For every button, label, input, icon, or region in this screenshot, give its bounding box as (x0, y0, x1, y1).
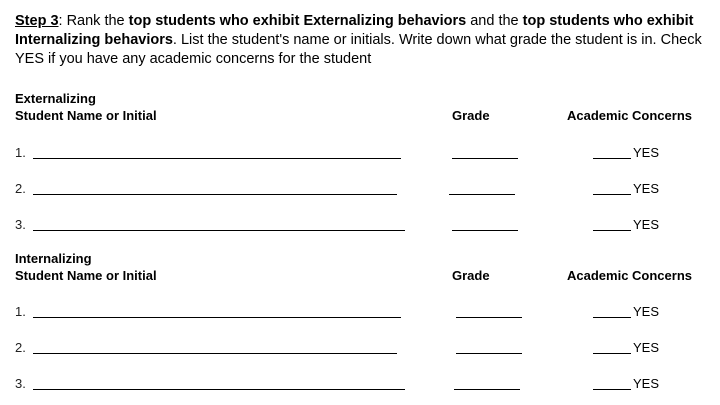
concern-check-blank[interactable] (593, 194, 631, 195)
yes-label: YES (633, 340, 660, 355)
yes-label: YES (633, 304, 660, 319)
yes-label: YES (633, 376, 660, 391)
instructions-paragraph (15, 12, 715, 69)
concern-check-blank[interactable] (593, 317, 631, 318)
yes-label: YES (633, 217, 660, 232)
concern-check-blank[interactable] (593, 353, 631, 354)
name-blank[interactable] (33, 230, 405, 231)
internalizing-title: Internalizing (15, 251, 92, 266)
row-number: 3. (15, 217, 26, 232)
row-number: 2. (15, 340, 26, 355)
grade-blank[interactable] (456, 353, 522, 354)
externalizing-name-header: Student Name or Initial (15, 108, 157, 123)
concern-check-blank[interactable] (593, 158, 631, 159)
externalizing-grade-header: Grade (452, 108, 490, 123)
grade-blank[interactable] (454, 389, 520, 390)
name-blank[interactable] (33, 353, 397, 354)
instructions-bold-1: top students who exhibit Externalizing behaviors (128, 13, 467, 29)
row-number: 3. (15, 376, 26, 391)
yes-label: YES (633, 145, 660, 160)
internalizing-concerns-header: Academic Concerns (567, 268, 692, 283)
yes-label: YES (633, 181, 660, 196)
internalizing-name-header: Student Name or Initial (15, 268, 157, 283)
grade-blank[interactable] (456, 317, 522, 318)
externalizing-title: Externalizing (15, 91, 96, 106)
instructions-text-1: : Rank the (58, 13, 129, 29)
internalizing-grade-header: Grade (452, 268, 490, 283)
step-label: Step 3 (15, 13, 59, 29)
name-blank[interactable] (33, 194, 397, 195)
grade-blank[interactable] (452, 230, 518, 231)
name-blank[interactable] (33, 389, 405, 390)
concern-check-blank[interactable] (593, 389, 631, 390)
instructions-text-3: . List the student's name or initials. Write down what grade the student is in. Check YES if you have any academic concerns for the student (15, 32, 702, 67)
name-blank[interactable] (33, 317, 401, 318)
instructions-bold-2: top students who exhibit Internalizing behaviors (15, 13, 694, 48)
instructions-text-2: and the (466, 13, 523, 29)
row-number: 1. (15, 145, 26, 160)
name-blank[interactable] (33, 158, 401, 159)
externalizing-concerns-header: Academic Concerns (567, 108, 692, 123)
row-number: 1. (15, 304, 26, 319)
grade-blank[interactable] (449, 194, 515, 195)
row-number: 2. (15, 181, 26, 196)
concern-check-blank[interactable] (593, 230, 631, 231)
grade-blank[interactable] (452, 158, 518, 159)
